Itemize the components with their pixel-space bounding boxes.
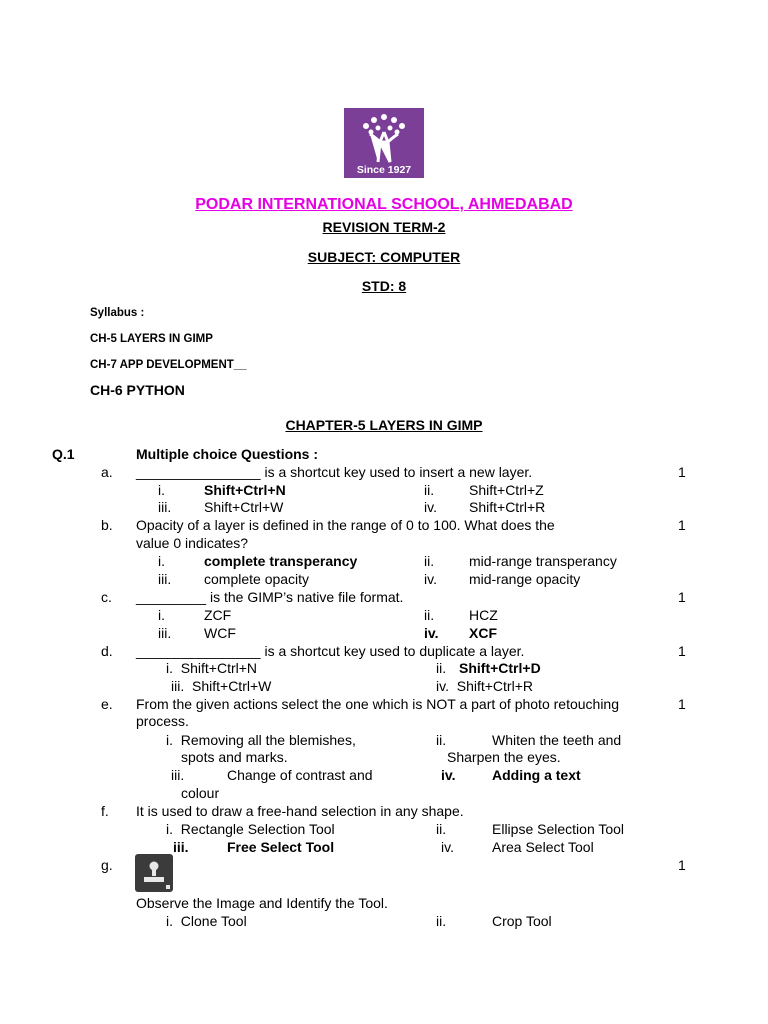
option-text: complete transperancy xyxy=(204,553,358,569)
tree-icon xyxy=(344,108,424,164)
option-text: Crop Tool xyxy=(492,913,552,929)
option-text: XCF xyxy=(469,625,497,641)
subject-title: SUBJECT: COMPUTER xyxy=(307,249,461,265)
syllabus-item: CH-7 APP DEVELOPMENT__ xyxy=(90,359,247,371)
syllabus-title: Syllabus : xyxy=(90,307,145,319)
option-text: colour xyxy=(181,785,220,801)
option-text: spots and marks. xyxy=(181,749,288,765)
school-logo xyxy=(344,108,424,178)
question-text: _________ is the GIMP’s native file format. xyxy=(136,589,404,605)
clone-stamp-tool-icon xyxy=(135,854,173,892)
option-number: iv. xyxy=(424,625,439,641)
option-number: ii. xyxy=(436,732,447,748)
question-title: Multiple choice Questions : xyxy=(136,446,319,462)
chapter-title: CHAPTER-5 LAYERS IN GIMP xyxy=(285,417,483,433)
option-number: iv. xyxy=(424,571,437,587)
option-text: HCZ xyxy=(469,607,498,623)
question-text: Observe the Image and Identify the Tool. xyxy=(136,895,388,911)
option-number: iii. xyxy=(158,625,172,641)
question-number: Q.1 xyxy=(52,446,75,462)
marks: 1 xyxy=(678,464,686,480)
option-number: iv. xyxy=(441,767,456,783)
option-number: ii. xyxy=(424,482,435,498)
option-text: Area Select Tool xyxy=(492,839,594,855)
option-number: iii. xyxy=(158,571,172,587)
option-text: i. Rectangle Selection Tool xyxy=(166,821,335,837)
question-text: It is used to draw a free-hand selection in any shape. xyxy=(136,803,464,819)
option-number: iii. xyxy=(158,499,172,515)
option-number: i. xyxy=(158,482,165,498)
option-number: iii. xyxy=(171,767,185,783)
option-text: Shift+Ctrl+D xyxy=(459,660,541,676)
question-letter: a. xyxy=(101,464,113,480)
marks: 1 xyxy=(678,696,686,712)
option-text: complete opacity xyxy=(204,571,310,587)
option-text: Shift+Ctrl+R xyxy=(469,499,546,515)
question-letter: c. xyxy=(101,589,112,605)
option-number: ii. xyxy=(424,553,435,569)
std-title: STD: 8 xyxy=(361,278,407,294)
logo-text: Since 1927 xyxy=(356,164,412,176)
question-letter: e. xyxy=(101,696,113,712)
option-text: Adding a text xyxy=(492,767,581,783)
option-number: i. xyxy=(158,553,165,569)
option-number: iii. xyxy=(173,839,189,855)
option-text: Ellipse Selection Tool xyxy=(492,821,625,837)
option-text: ZCF xyxy=(204,607,232,623)
option-text: Shift+Ctrl+N xyxy=(204,482,286,498)
option-text: Change of contrast and xyxy=(227,767,373,783)
option-text: iv. Shift+Ctrl+R xyxy=(436,678,533,694)
question-letter: b. xyxy=(101,517,113,533)
question-text: value 0 indicates? xyxy=(136,535,249,551)
question-letter: g. xyxy=(101,857,113,873)
question-text: ________________ is a shortcut key used to duplicate a layer. xyxy=(136,643,525,659)
marks: 1 xyxy=(678,643,686,659)
option-number: ii. xyxy=(436,660,447,676)
marks: 1 xyxy=(678,589,686,605)
question-text: process. xyxy=(136,713,189,729)
question-text: ________________ is a shortcut key used to insert a new layer. xyxy=(136,464,533,480)
option-text: mid-range transperancy xyxy=(469,553,617,569)
question-text: Opacity of a layer is defined in the range of 0 to 100. What does the xyxy=(136,517,555,533)
option-number: ii. xyxy=(424,607,435,623)
option-text: Shift+Ctrl+Z xyxy=(469,482,544,498)
option-number: ii. xyxy=(436,913,447,929)
syllabus-item: CH-5 LAYERS IN GIMP xyxy=(90,333,213,345)
option-text: Shift+Ctrl+W xyxy=(204,499,284,515)
option-text: Sharpen the eyes. xyxy=(447,749,561,765)
option-text: mid-range opacity xyxy=(469,571,581,587)
option-number: iv. xyxy=(424,499,437,515)
marks: 1 xyxy=(678,517,686,533)
question-text: From the given actions select the one which is NOT a part of photo retouching xyxy=(136,696,619,712)
option-text: i. Shift+Ctrl+N xyxy=(166,660,258,676)
marks: 1 xyxy=(678,857,686,873)
school-name: PODAR INTERNATIONAL SCHOOL, AHMEDABAD xyxy=(195,196,573,213)
revision-title: REVISION TERM-2 xyxy=(322,219,446,235)
option-number: i. xyxy=(158,607,165,623)
option-text: iii. Shift+Ctrl+W xyxy=(171,678,272,694)
option-number: iv. xyxy=(441,839,454,855)
option-text: Free Select Tool xyxy=(227,839,335,855)
option-text: i. Clone Tool xyxy=(166,913,247,929)
option-text: Whiten the teeth and xyxy=(492,732,622,748)
question-letter: d. xyxy=(101,643,113,659)
option-text: i. Removing all the blemishes, xyxy=(166,732,356,748)
option-number: ii. xyxy=(436,821,447,837)
question-letter: f. xyxy=(101,803,109,819)
syllabus-item: CH-6 PYTHON xyxy=(90,382,185,398)
option-text: WCF xyxy=(204,625,236,641)
